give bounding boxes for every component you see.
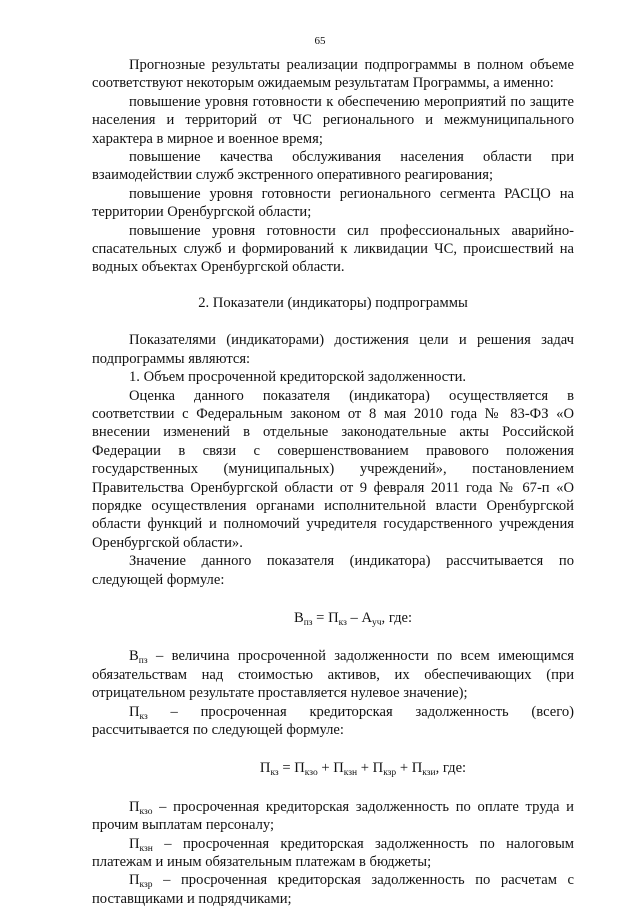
formula-subscript: кз <box>338 617 347 628</box>
paragraph: Оценка данного показателя (индикатора) осуществляется в соответствии с Федеральным законом от 8 мая 2010 года № 83-ФЗ «О внесении изменений в отдельные законодательные акты Российской Федерации в связи с совершенствованием правового положения государственных (муниципальных) учреждений», постановлением Правительства Оренбургской области от 9 февраля 2011 года № 67-п «О порядке осуществления органами исполнительной власти Оренбургской области функций и полномочий учредителя государственного учреждения Оренбургской области». <box>92 387 574 551</box>
paragraph: повышение качества обслуживания населения области при взаимодействии служб экстренного оперативного реагирования; <box>92 149 574 184</box>
definition-subscript: кзо <box>139 806 153 817</box>
formula-symbol: А <box>361 609 372 626</box>
definition-subscript: пз <box>138 656 148 667</box>
formula-symbol: П <box>411 760 423 777</box>
document-body <box>92 56 574 908</box>
definition-symbol: П <box>129 703 140 720</box>
formula-subscript: пз <box>303 617 313 628</box>
page-number: 65 <box>314 35 326 47</box>
formula-symbol: П <box>372 760 384 777</box>
formula-symbol: П <box>294 760 305 777</box>
paragraph: повышение уровня готовности регионального сегмента РАСЦО на территории Оренбургской области; <box>92 185 574 221</box>
definition-paragraph <box>92 647 574 702</box>
formula-operator: + <box>357 760 373 777</box>
definition-text: – просроченная кредиторская задолженность по налоговым платежам и иным обязательным платежам в бюджеты; <box>92 835 574 871</box>
formula-tail: , где: <box>435 760 467 777</box>
paragraph: повышение уровня готовности к обеспечению мероприятий по защите населения и территорий от ЧС регионального и межмуниципального характера в мирное и военное время; <box>92 93 574 147</box>
definition-paragraph <box>92 798 574 835</box>
formula-tail: , где: <box>381 609 413 626</box>
formula-subscript: уч <box>372 617 382 628</box>
definition-symbol: П <box>129 835 140 852</box>
formula-subscript: кзр <box>383 768 397 779</box>
formula-operator: = <box>312 609 329 626</box>
paragraph: Прогнозные результаты реализации подпрограммы в полном объеме соответствуют некоторым ожидаемым результатам Программы, а именно: <box>92 57 574 92</box>
formula-operator: + <box>396 760 412 777</box>
formula-symbol: П <box>259 760 271 777</box>
definition-symbol: П <box>129 798 140 815</box>
formula-subscript: кз <box>270 768 279 779</box>
formula-symbol: В <box>293 609 304 626</box>
paragraph: 1. Объем просроченной кредиторской задолженности. <box>129 369 467 386</box>
definition-paragraph <box>92 835 574 872</box>
formula-symbol: П <box>333 760 344 777</box>
paragraph: повышение уровня готовности сил профессиональных аварийно-спасательных служб и формирований к ликвидации ЧС, происшествий на водных объектах Оренбургской области. <box>92 222 574 276</box>
definition-text: – просроченная кредиторская задолженность (всего) рассчитывается по следующей формуле: <box>92 703 574 738</box>
formula-payables <box>92 759 574 777</box>
formula-subscript: кзи <box>422 768 436 779</box>
definition-symbol: В <box>129 648 139 665</box>
paragraph: Значение данного показателя (индикатора) рассчитывается по следующей формуле: <box>92 553 574 588</box>
formula-operator: + <box>317 760 334 777</box>
definition-subscript: кзр <box>139 880 153 891</box>
definition-subscript: кзн <box>139 843 153 854</box>
definition-text: – просроченная кредиторская задолженность по расчетам с поставщиками и подрядчиками; <box>92 872 574 907</box>
formula-overdue-debt <box>92 609 574 627</box>
definition-paragraph <box>92 871 574 908</box>
section-heading: 2. Показатели (индикаторы) подпрограммы <box>198 294 468 311</box>
formula-operator: – <box>346 609 362 626</box>
formula-operator: = <box>278 760 295 777</box>
formula-subscript: кзн <box>343 768 358 779</box>
formula-symbol: П <box>328 609 339 626</box>
formula-subscript: кзо <box>304 768 318 779</box>
definition-paragraph <box>92 703 574 740</box>
definition-subscript: кз <box>139 711 148 722</box>
paragraph: Показателями (индикаторами) достижения цели и решения задач подпрограммы являются: <box>92 332 574 367</box>
definition-text: – величина просроченной задолженности по всем имеющимся обязательствам над стоимостью активов, их обеспечивающих (при отрицательном результате проставляется нулевое значение); <box>92 648 574 702</box>
definition-text: – просроченная кредиторская задолженность по оплате труда и прочим выплатам персоналу; <box>92 798 574 834</box>
definition-symbol: П <box>129 872 140 889</box>
